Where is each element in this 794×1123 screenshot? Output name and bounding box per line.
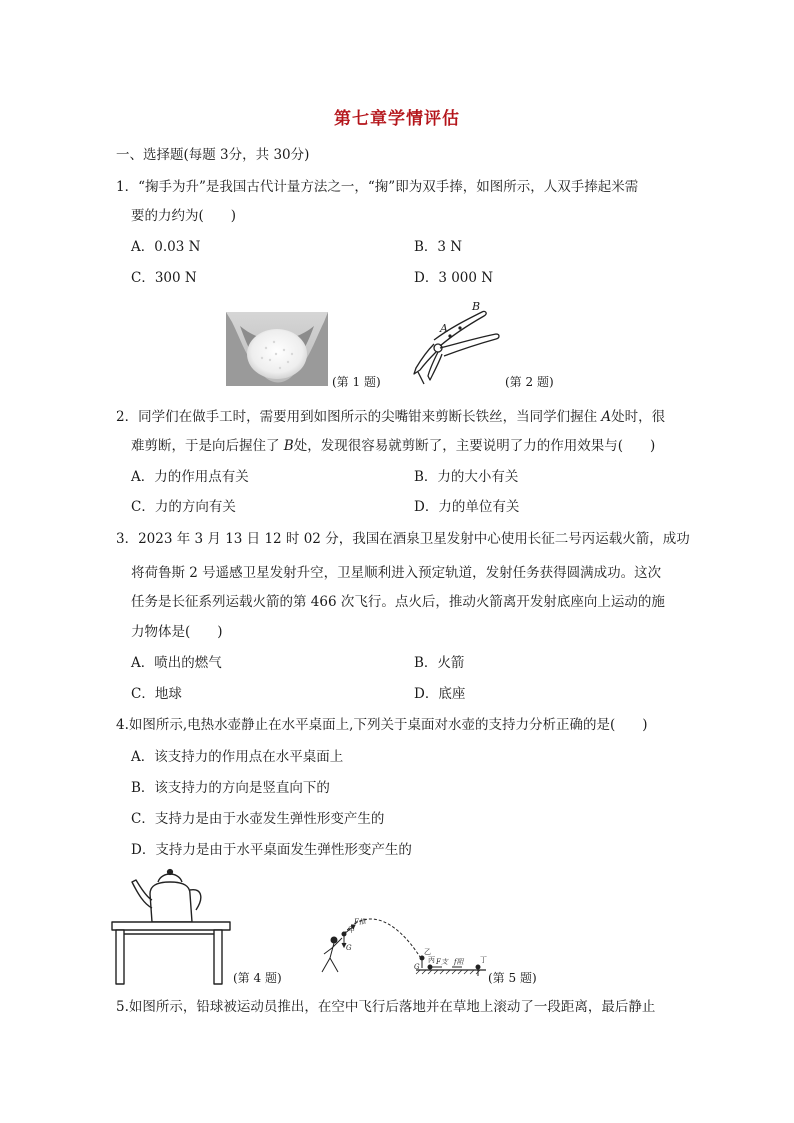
label-a: A (440, 322, 448, 335)
figure5-caption: (第 5 题) (488, 971, 537, 985)
q3-stem-line4: 力物体是( ) (131, 624, 223, 640)
q2-stem-line2: 难剪断，于是向后握住了 B处，发现很容易就剪断了，主要说明了力的作用效果与( ) (131, 438, 656, 454)
figure4-caption: (第 4 题) (233, 971, 282, 985)
section-heading: 一、选择题(每题 3分，共 30分) (116, 147, 310, 163)
q3-option-a[interactable]: A．喷出的燃气 (131, 655, 222, 671)
q3-option-d[interactable]: D．底座 (414, 686, 466, 702)
label-yi: 乙 (424, 948, 431, 956)
q2-stem-line1: 2．同学们在做手工时，需要用到如图所示的尖嘴钳来剪断长铁丝，当同学们握住 A处时，很 (116, 409, 666, 425)
q4-option-b[interactable]: B．该支持力的方向是竖直向下的 (131, 780, 330, 796)
label-bing: 丙 (428, 956, 435, 964)
q3-option-b[interactable]: B．火箭 (414, 655, 465, 671)
label-g-2: G (414, 963, 420, 971)
q3-stem-line3: 任务是长征系列运载火箭的第 466 次飞行。点火后，推动火箭离开发射底座向上运动的施 (131, 594, 665, 610)
q3-stem-line1: 3．2023 年 3 月 13 日 12 时 02 分，我国在酒泉卫星发射中心使用长征二号丙运载火箭，成功 (116, 531, 690, 547)
hands-rice-figure (226, 312, 328, 386)
page-title: 第七章学情评估 (334, 109, 460, 129)
shot-put-figure (312, 914, 490, 986)
q1-stem-line1: 1．“掬手为升”是我国古代计量方法之一，“掬”即为双手捧，如图所示，人双手捧起米需 (116, 179, 639, 195)
q4-option-c[interactable]: C．支持力是由于水壶发生弹性形变产生的 (131, 811, 385, 827)
q1-stem-line2: 要的力约为( ) (131, 208, 237, 224)
kettle-table-figure (110, 864, 234, 986)
label-f-support: F支 (436, 958, 448, 966)
q1-option-b[interactable]: B．3 N (414, 239, 463, 255)
q2-option-a[interactable]: A．力的作用点有关 (131, 469, 249, 485)
q3-option-c[interactable]: C．地球 (131, 686, 182, 702)
label-f-friction: f阻 (454, 958, 464, 966)
point-b-marker (458, 326, 461, 329)
pliers-figure (400, 298, 504, 390)
q2-option-d[interactable]: D．力的单位有关 (414, 499, 520, 515)
label-jia: 甲 (348, 926, 355, 934)
label-g-1: G (346, 944, 352, 952)
q4-option-a[interactable]: A．该支持力的作用点在水平桌面上 (131, 749, 344, 765)
figure2-caption: (第 2 题) (505, 375, 554, 389)
q1-option-a[interactable]: A．0.03 N (131, 239, 201, 255)
q5-stem-line1: 5.如图所示，铅球被运动员推出，在空中飞行后落地并在草地上滚动了一段距离，最后静止 (116, 999, 656, 1015)
q3-stem-line2: 将荷鲁斯 2 号遥感卫星发射升空，卫星顺利进入预定轨道，发射任务获得圆满成功。这次 (131, 565, 662, 581)
label-b: B (472, 300, 481, 313)
q1-option-d[interactable]: D．3 000 N (414, 270, 494, 286)
q1-option-c[interactable]: C．300 N (131, 270, 197, 286)
q2-option-b[interactable]: B．力的大小有关 (414, 469, 519, 485)
q4-option-d[interactable]: D．支持力是由于水平桌面发生弹性形变产生的 (131, 842, 412, 858)
figure1-caption: (第 1 题) (332, 375, 381, 389)
q2-option-c[interactable]: C．力的方向有关 (131, 499, 236, 515)
label-ding: 丁 (480, 956, 487, 964)
label-f-push: F推 (354, 918, 366, 926)
point-a-marker (448, 334, 451, 337)
q4-stem-line1: 4.如图所示,电热水壶静止在水平桌面上,下列关于桌面对水壶的支持力分析正确的是( ) (116, 717, 648, 733)
